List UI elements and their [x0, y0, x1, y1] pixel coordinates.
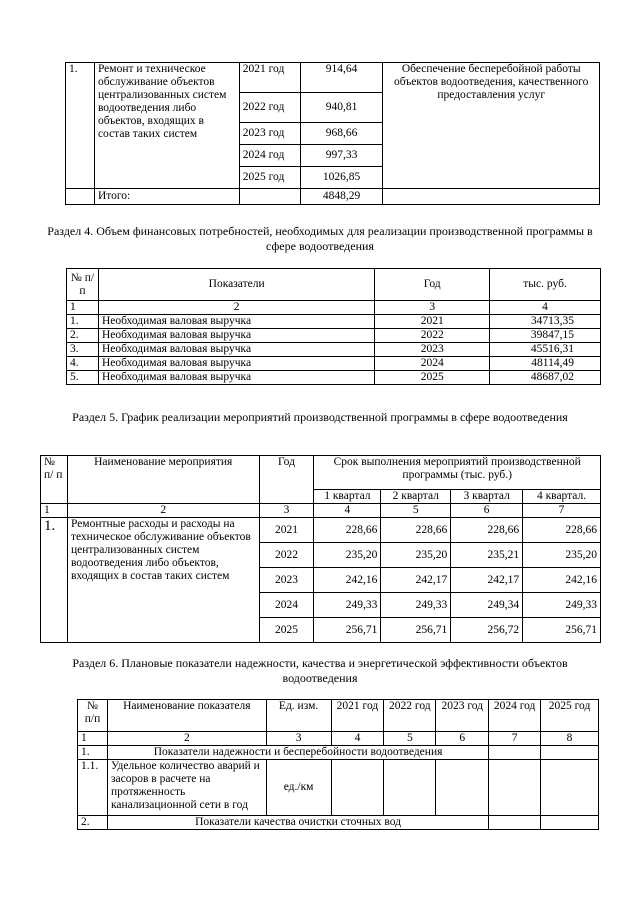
- year-cell: 2023: [375, 343, 490, 357]
- empty-cell: [541, 760, 599, 816]
- value-cell: 997,33: [300, 145, 383, 167]
- section4-table: [66, 268, 601, 385]
- total-label: Итого:: [94, 189, 239, 205]
- row-number: 1.: [41, 518, 68, 643]
- row-number: 1.: [66, 63, 95, 189]
- value-cell: 968,66: [300, 123, 383, 145]
- col-number: 6: [451, 504, 523, 518]
- year-cell: 2021: [259, 518, 314, 543]
- section4-title: Раздел 4. Объем финансовых потребностей, необходимых для реализации производственной программы в сфере водоотведения: [47, 224, 593, 253]
- empty-cell: [489, 816, 541, 830]
- col-number: 5: [384, 732, 436, 746]
- indicator-name: Необходимая валовая выручка: [98, 329, 374, 343]
- year-cell: 2025 год: [239, 167, 300, 189]
- indicator-name: Удельное количество аварий и засоров в расчете на протяженность канализационной сети в год: [107, 760, 266, 816]
- year-cell: 2024: [259, 593, 314, 618]
- value-cell: 940,81: [300, 93, 383, 123]
- year-cell: 2025: [259, 618, 314, 643]
- quarter-value: 228,66: [314, 518, 381, 543]
- year-cell: 2023: [259, 568, 314, 593]
- header-indicator: Показатели: [98, 269, 374, 301]
- indicator-name: Необходимая валовая выручка: [98, 357, 374, 371]
- header-year: 2023 год: [436, 700, 489, 732]
- quarter-value: 249,33: [381, 593, 451, 618]
- measure-name: Ремонтные расходы и расходы на техническое обслуживание объектов централизованных систем водоотведения либо объектов, входящих в состав таких систем: [67, 518, 259, 643]
- quarter-value: 228,66: [451, 518, 523, 543]
- quarter-value: 235,20: [381, 543, 451, 568]
- quarter-value: 235,20: [523, 543, 601, 568]
- col-number: 7: [489, 732, 541, 746]
- total-value: 4848,29: [300, 189, 383, 205]
- col-number: 5: [381, 504, 451, 518]
- measures-table: [65, 62, 600, 205]
- col-number: 1: [41, 504, 68, 518]
- empty-cell: [331, 760, 384, 816]
- row-number: 1.: [67, 315, 99, 329]
- header-quarter: 2 квартал: [381, 490, 451, 504]
- header-term: Срок выполнения мероприятий производственной программы (тыс. руб.): [314, 456, 601, 490]
- quarter-value: 228,66: [523, 518, 601, 543]
- col-number: 2: [67, 504, 259, 518]
- empty-cell: [541, 816, 599, 830]
- empty-cell: [383, 189, 600, 205]
- col-number: 1: [67, 301, 99, 315]
- header-year: 2024 год: [489, 700, 541, 732]
- year-cell: 2025: [375, 371, 490, 385]
- header-indicator: Наименование показателя: [107, 700, 266, 732]
- col-number: 4: [490, 301, 601, 315]
- year-cell: 2024: [375, 357, 490, 371]
- header-measure: Наименование мероприятия: [67, 456, 259, 504]
- quarter-value: 256,71: [381, 618, 451, 643]
- row-number: 3.: [67, 343, 99, 357]
- quarter-value: 228,66: [381, 518, 451, 543]
- year-cell: 2022: [375, 329, 490, 343]
- empty-cell: [489, 760, 541, 816]
- quarter-value: 249,33: [314, 593, 381, 618]
- quarter-value: 242,16: [523, 568, 601, 593]
- quarter-value: 256,71: [314, 618, 381, 643]
- quarter-value: 235,20: [314, 543, 381, 568]
- quarter-value: 242,16: [314, 568, 381, 593]
- col-number: 3: [259, 504, 314, 518]
- year-cell: 2023 год: [239, 123, 300, 145]
- header-num: № п/п: [67, 269, 99, 301]
- header-year: 2021 год: [331, 700, 384, 732]
- year-cell: 2022 год: [239, 93, 300, 123]
- quarter-value: 235,21: [451, 543, 523, 568]
- col-number: 1: [78, 732, 108, 746]
- col-number: 3: [375, 301, 490, 315]
- unit-cell: ед./км: [266, 760, 331, 816]
- group-title: Показатели надежности и бесперебойности водоотведения: [107, 746, 488, 760]
- col-number: 6: [436, 732, 489, 746]
- col-number: 4: [331, 732, 384, 746]
- measure-name: Ремонт и техническое обслуживание объектов централизованных систем водоотведения либо объектов, входящих в состав таких систем: [94, 63, 239, 189]
- header-year: 2022 год: [384, 700, 436, 732]
- quarter-value: 242,17: [381, 568, 451, 593]
- empty-cell: [436, 760, 489, 816]
- value-cell: 34713,35: [490, 315, 601, 329]
- section5-title: Раздел 5. График реализации мероприятий производственной программы в сфере водоотведения: [72, 410, 568, 424]
- indicator-name: Необходимая валовая выручка: [98, 371, 374, 385]
- header-quarter: 1 квартал: [314, 490, 381, 504]
- empty-cell: [66, 189, 95, 205]
- section6-table: [77, 699, 599, 830]
- header-quarter: 4 квартал.: [523, 490, 601, 504]
- quarter-value: 249,33: [523, 593, 601, 618]
- value-cell: 45516,31: [490, 343, 601, 357]
- col-number: 7: [523, 504, 601, 518]
- year-cell: 2022: [259, 543, 314, 568]
- value-cell: 1026,85: [300, 167, 383, 189]
- col-number: 2: [107, 732, 266, 746]
- value-cell: 48114,49: [490, 357, 601, 371]
- section5-table: [40, 455, 601, 643]
- empty-cell: [239, 189, 300, 205]
- empty-cell: [384, 760, 436, 816]
- header-year: 2025 год: [541, 700, 599, 732]
- section6-title: Раздел 6. Плановые показатели надежности, качества и энергетической эффективности объектов водоотведения: [72, 656, 568, 685]
- quarter-value: 256,71: [523, 618, 601, 643]
- value-cell: 48687,02: [490, 371, 601, 385]
- value-cell: 39847,15: [490, 329, 601, 343]
- year-cell: 2021: [375, 315, 490, 329]
- row-number: 4.: [67, 357, 99, 371]
- header-num: № п/ п: [41, 456, 68, 504]
- quarter-value: 242,17: [451, 568, 523, 593]
- quarter-value: 256,72: [451, 618, 523, 643]
- col-number: 3: [266, 732, 331, 746]
- indicator-name: Необходимая валовая выручка: [98, 315, 374, 329]
- row-number: 1.1.: [78, 760, 108, 816]
- empty-cell: [489, 746, 541, 760]
- header-value: тыс. руб.: [490, 269, 601, 301]
- group-number: 2.: [78, 816, 108, 830]
- year-cell: 2024 год: [239, 145, 300, 167]
- row-number: 2.: [67, 329, 99, 343]
- value-cell: 914,64: [300, 63, 383, 93]
- col-number: 4: [314, 504, 381, 518]
- quarter-value: 249,34: [451, 593, 523, 618]
- empty-cell: [541, 746, 599, 760]
- col-number: 2: [98, 301, 374, 315]
- header-unit: Ед. изм.: [266, 700, 331, 732]
- header-year: Год: [259, 456, 314, 504]
- year-cell: 2021 год: [239, 63, 300, 93]
- group-number: 1.: [78, 746, 108, 760]
- header-year: Год: [375, 269, 490, 301]
- measure-goal: Обеспечение бесперебойной работы объектов водоотведения, качественного предоставления услуг: [383, 63, 600, 189]
- indicator-name: Необходимая валовая выручка: [98, 343, 374, 357]
- header-num: № п/п: [78, 700, 108, 732]
- header-quarter: 3 квартал: [451, 490, 523, 504]
- row-number: 5.: [67, 371, 99, 385]
- col-number: 8: [541, 732, 599, 746]
- group-title: Показатели качества очистки сточных вод: [107, 816, 488, 830]
